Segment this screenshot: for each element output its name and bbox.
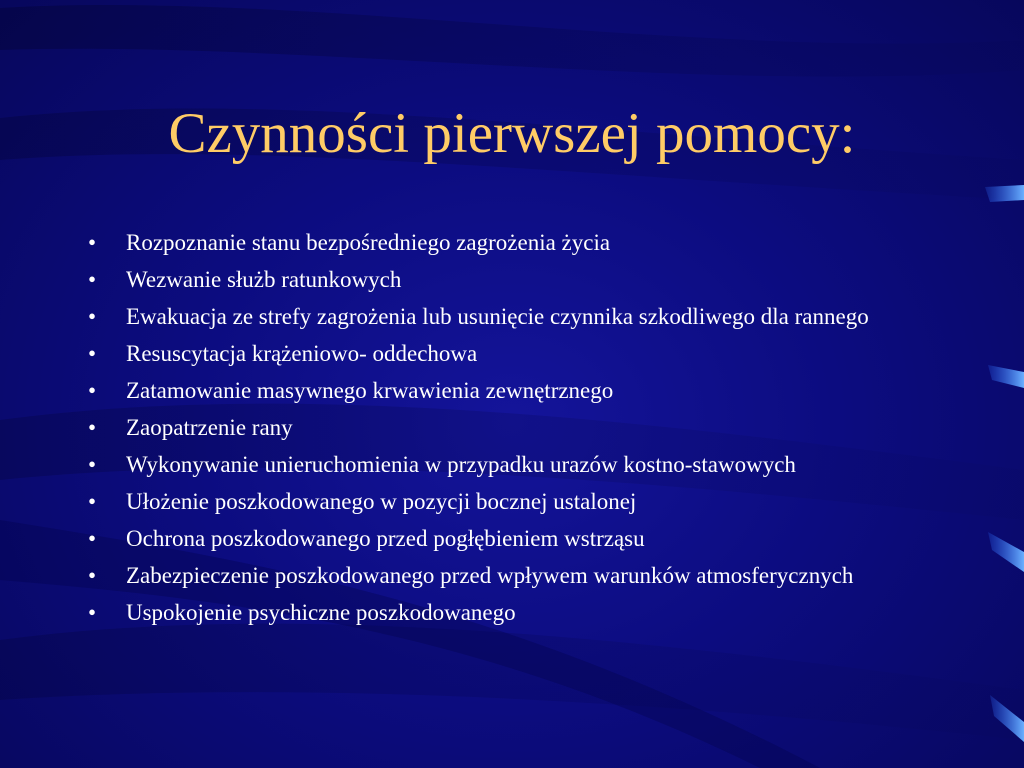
list-item-text: Resuscytacja krążeniowo- oddechowa [126,341,478,366]
list-item [88,227,918,258]
list-item [88,560,918,591]
list-item [88,449,918,480]
blue-accent-2 [988,365,1024,388]
list-item-text: Zatamowanie masywnego krwawienia zewnętrznego [126,378,614,403]
bullet-icon: • [88,526,97,551]
list-item-text: Wykonywanie unieruchomienia w przypadku urazów kostno-stawowych [126,452,796,477]
list-item-text: Ewakuacja ze strefy zagrożenia lub usunięcie czynnika szkodliwego dla rannego [126,304,869,329]
list-item-text: Ochrona poszkodowanego przed pogłębieniem wstrząsu [126,526,645,551]
list-item [88,597,918,628]
list-item-text: Ułożenie poszkodowanego w pozycji bocznej ustalonej [126,489,637,514]
list-item [88,301,918,332]
list-item [88,375,918,406]
list-item [88,523,918,554]
bullet-icon: • [88,415,97,440]
bullet-icon: • [88,304,97,329]
list-item [88,264,918,295]
blue-accent-3 [988,532,1024,572]
bullet-icon: • [88,452,97,477]
list-item-text: Uspokojenie psychiczne poszkodowanego [126,600,516,625]
slide-title: Czynności pierwszej pomocy: [168,102,856,165]
bullet-icon: • [88,341,97,366]
list-item-text: Wezwanie służb ratunkowych [126,267,402,292]
dark-swoosh-1 [0,5,1024,77]
list-item [88,412,918,443]
bullet-icon: • [88,230,97,255]
bullet-icon: • [88,600,97,625]
bullet-list [88,227,918,634]
list-item [88,486,918,517]
blue-accent-1 [985,185,1024,202]
list-item-text: Zaopatrzenie rany [126,415,293,440]
list-item [88,338,918,369]
list-item-text: Rozpoznanie stanu bezpośredniego zagrożenia życia [126,230,611,255]
bullet-icon: • [88,489,97,514]
bullet-icon: • [88,563,97,588]
list-item-text: Zabezpieczenie poszkodowanego przed wpływem warunków atmosferycznych [126,563,854,588]
bullet-icon: • [88,267,97,292]
bullet-icon: • [88,378,97,403]
